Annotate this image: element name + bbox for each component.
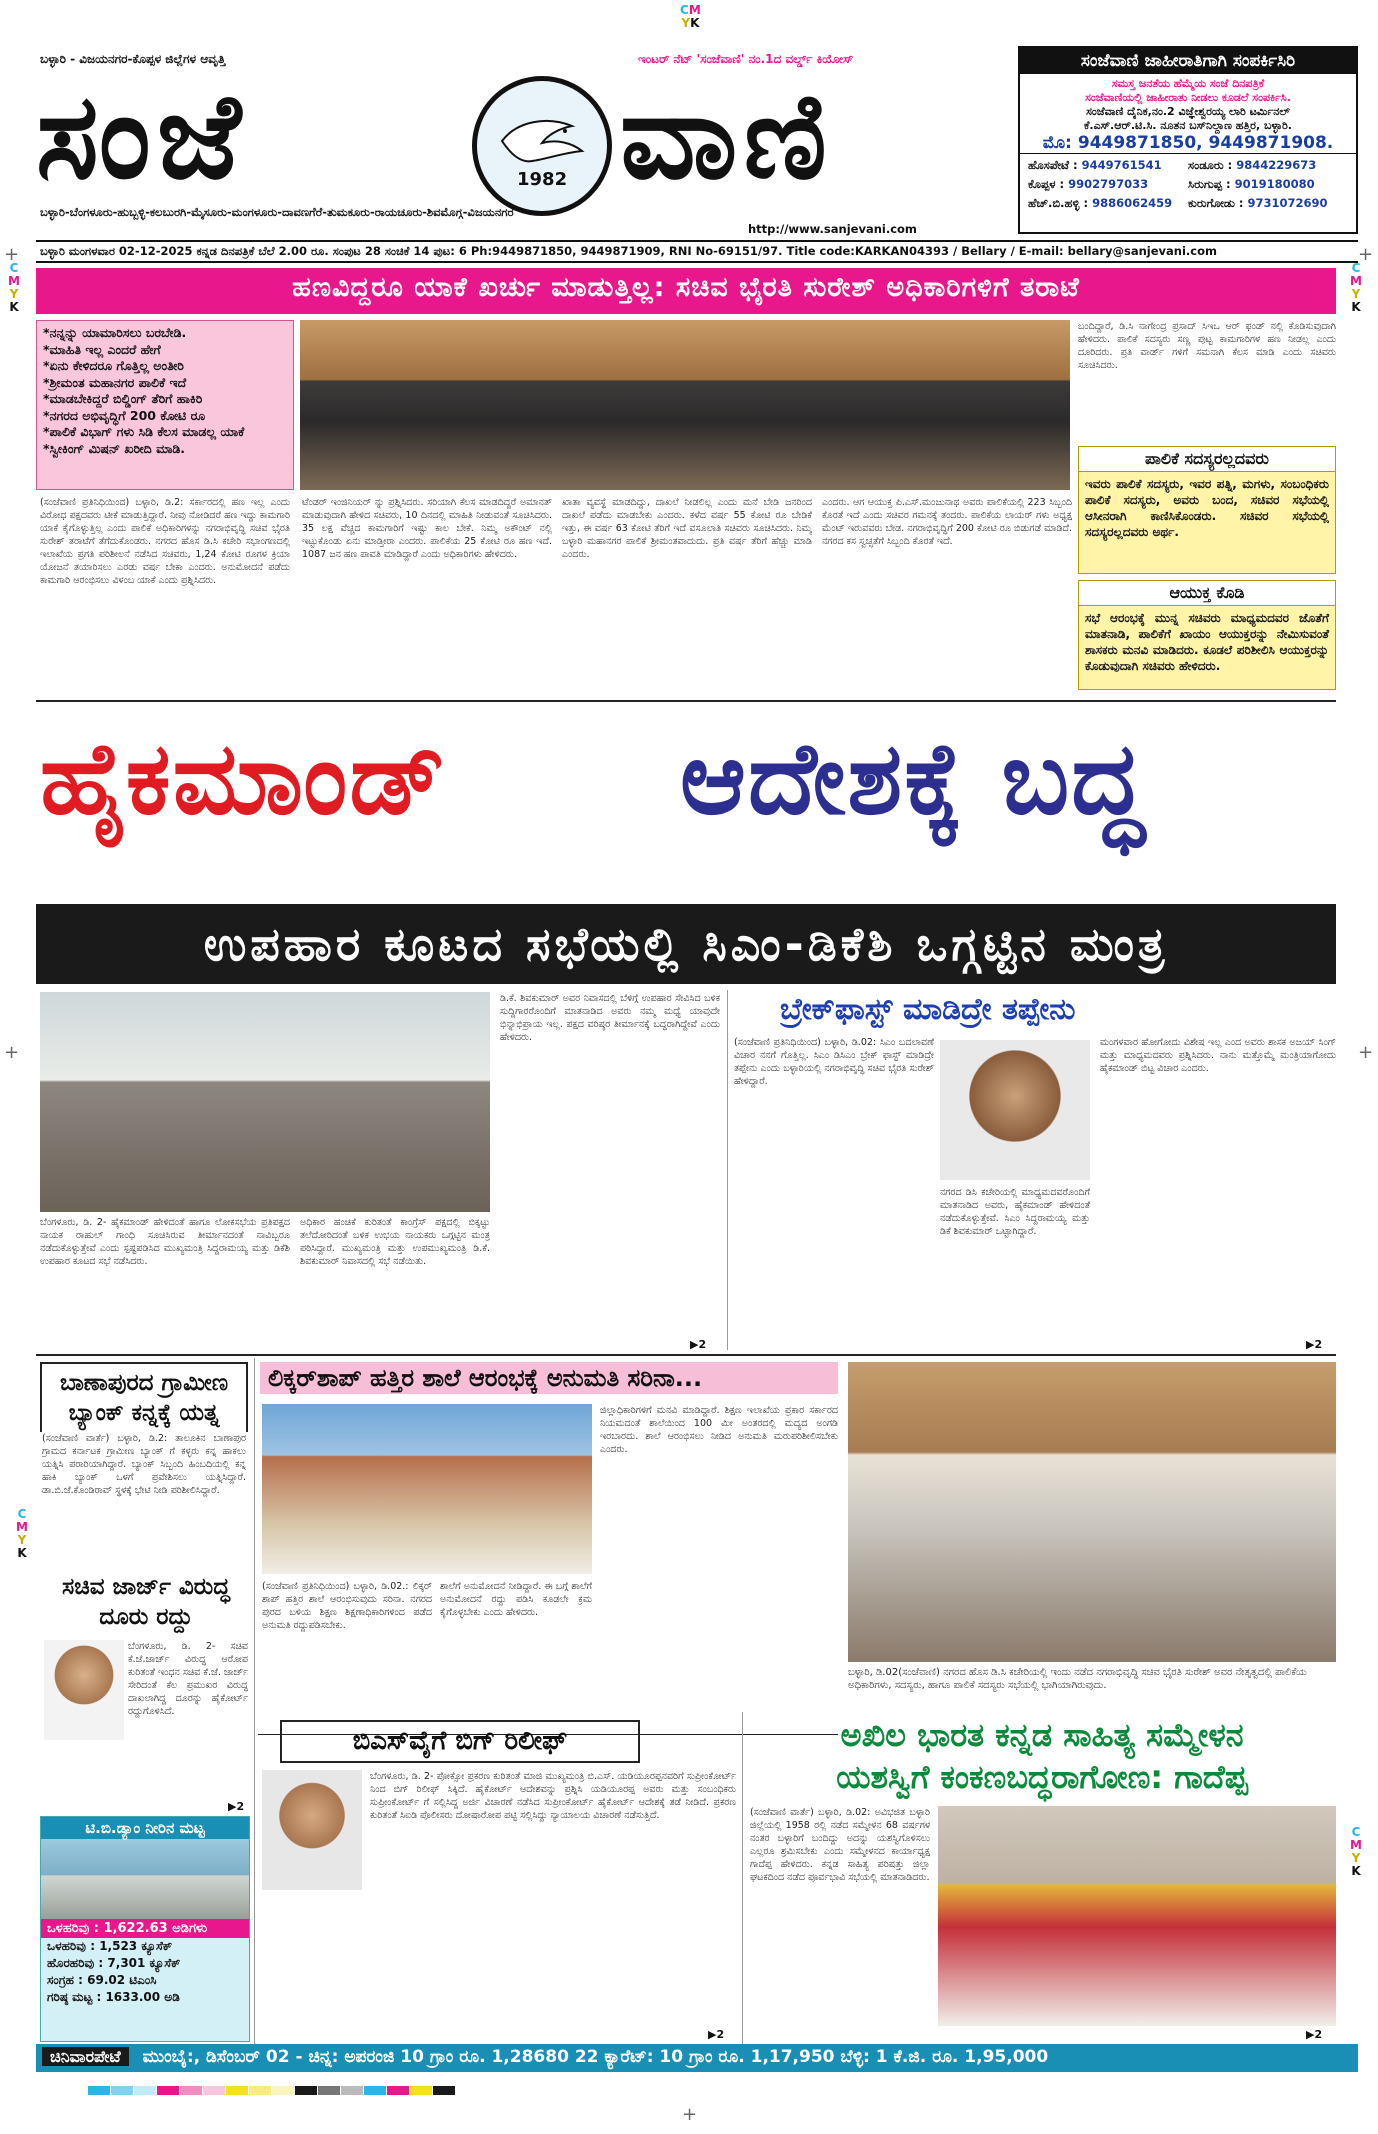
sidebar-box-2-text: ಸಭೆ ಆರಂಭಕ್ಕೆ ಮುನ್ನ ಸಚಿವರು ಮಾಧ್ಯಮದವರ ಜೊತೆಗೆ ಮಾತನಾಡಿ, ಪಾಲಿಕೆಗೆ ಖಾಯಂ ಆಯುಕ್ತರನ್ನು ನೇಮಿಸುವಂತೆ ಶಾಸಕರು ಮನವಿ ಮಾಡಿದರು. ಕೂಡಲೆ ಪರಿಶೀಲಿಸಿ ಆಯುಕ್ತರನ್ನು ಕೊಡುವುದಾಗಿ ಸಚಿವರು ಹೇಳಿದರು. [1085, 611, 1329, 673]
lead-column-5: ಬಂದಿದ್ದಾರೆ, ಡಿ.ಸಿ ನಾಗೇಂದ್ರ ಪ್ರಸಾದ್ ಸಿಇಒ ಆರ್ ಫಂಡ್ ನಲ್ಲಿ ಕೊಡಿಸುವುದಾಗಿ ಹೇಳಿದರು. ಪಾಲಿಕೆ ಸದಸ್ಯರು ಸಣ್ಣ ಪುಟ್ಟ ಕಾಮಗಾರಿಗಳ ಹಣ ನೀಡಲ್ಲ ಎಂದು ದೂರಿದರು. ಪ್ರತಿ ವಾರ್ಡ್ ಗಳಿಗೆ ಸಮನಾಗಿ ಕೆಲಸ ಮಾಡಿ ಎಂದು ಸಚಿವರು ಸೂಚಿಸಿದರು. [1078, 321, 1336, 371]
bullet-item: *ಸ್ವೀಕಿಂಗ್ ಮಿಷನ್ ಖರೀದಿ ಮಾಡಿ. [43, 440, 186, 456]
print-color-bar [88, 2080, 456, 2099]
registration-mark-left-mid: + [4, 1042, 20, 1063]
print-cmyk-right-top: C M Y K [1350, 261, 1362, 314]
ad-line-2: ಸಂಜೆವಾಣಿಯಲ್ಲಿ ಜಾಹೀರಾತು ನೀಡಲು ಕೂಡಲೆ ಸಂಪರ್ಕಿಸಿ. [1085, 91, 1291, 104]
bank-story-text: (ಸಂಜೆವಾಣಿ ವಾರ್ತೆ) ಬಳ್ಳಾರಿ, ಡಿ.2: ತಾಲೂಕಿನ ಬಾಣಾಪುರ ಗ್ರಾಮದ ಕರ್ನಾಟಕ ಗ್ರಾಮೀಣ ಬ್ಯಾಂಕ್ ಗೆ ಕಳ್ಳರು ಕನ್ನ ಹಾಕಲು ಯತ್ನಿಸಿ ಪರಾರಿಯಾಗಿದ್ದಾರೆ. ಬ್ಯಾಂಕ್ ಸಿಬ್ಬಂದಿ ಹಿಂಬದಿಯಲ್ಲಿ ಕನ್ನ ಹಾಕಿ ಬ್ಯಾಂಕ್ ಒಳಗೆ ಪ್ರವೇಶಿಸಲು ಯತ್ನಿಸಿದ್ದಾರೆ. ಡಾ.ಬಿ.ಜೆ.ಕೊಂಡಿರಾವ್ ಸ್ಥಳಕ್ಕೆ ಭೇಟಿ ನೀಡಿ ಪರಿಶೀಲಿಸಿದ್ದಾರೆ. [42, 1433, 246, 1496]
column-rule [254, 1358, 255, 2048]
lead-column-2: ಟೆಂಡರ್ ಇಂಜಿನಿಯರ್ ನ್ನು ಪ್ರಶ್ನಿಸಿದರು. ಸರಿಯಾಗಿ ಕೆಲಸ ಮಾಡದಿದ್ದರೆ ಅಮಾನತ್ ಮಾಡುವುದಾಗಿ ಹೇಳಿದ ಸಚಿವರು, 10 ದಿನದಲ್ಲಿ ಮಾಹಿತಿ ನೀಡುವಂತೆ ಸೂಚಿಸಿದರು. 35 ಲಕ್ಷ ವೆಚ್ಚದ ಕಾಮಗಾರಿಗೆ ಇಷ್ಟು ಕಾಲ ಬೇಕೆ. ನಿಮ್ಮ ಅಕೌಂಟ್ ನಲ್ಲಿ ಇಟ್ಟುಕೊಂಡು ಏನು ಮಾಡ್ತೀರಾ ಎಂದರು. ಪಾಲಿಕೆಯ 25 ಕೋಟಿ ರೂ ಹಣ ಇದೆ. 1087 ಜನ ಹಣ ಪಾವತಿ ಮಾಡಿದ್ದಾರೆ ಎಂದು ಅಧಿಕಾರಿಗಳು ಹೇಳಿದರು. [302, 497, 552, 560]
breakfast-column-a: (ಸಂಜೆವಾಣಿ ಪ್ರತಿನಿಧಿಯಿಂದ) ಬಳ್ಳಾರಿ, ಡಿ.02: ಸಿಎಂ ಬದಲಾವಣೆ ವಿಚಾರ ನನಗೆ ಗೊತ್ತಿಲ್ಲ. ಸಿಎಂ ಡಿಸಿಎಂ ಬ್ರೇಕ್ ಫಾಸ್ಟ್ ಮಾಡಿದ್ರೇ ತಪ್ಪೇನು ಎಂದು ಬಳ್ಳಾರಿಯಲ್ಲಿ ನಗರಾಭಿವೃದ್ಧಿ ಸಚಿವ ಭೈರತಿ ಸುರೇಶ್ ಹೇಳಿದ್ದಾರೆ. [734, 1037, 934, 1087]
liquor-column-c: ಜಿಲ್ಲಾಧಿಕಾರಿಗಳಿಗೆ ಮನವಿ ಮಾಡಿದ್ದಾರೆ. ಶಿಕ್ಷಣ ಇಲಾಖೆಯ ಪ್ರಕಾರ ಸರ್ಕಾರದ ನಿಯಮದಂತೆ ಶಾಲೆಯಿಂದ 100 ಮೀ ಅಂತರದಲ್ಲಿ ಮದ್ಯದ ಅಂಗಡಿ ಇರಬಾರದು. ಶಾಲೆ ಆರಂಭಿಸಲು ನೀಡಿದ ಅನುಮತಿ ಮರುಪರಿಶೀಲಿಸಬೇಕು ಎಂದರು. [600, 1405, 838, 1455]
dam-photo [41, 1839, 249, 1919]
masthead-title-right: ವಾಣಿ [620, 66, 833, 205]
mega-column-b: ಅಧಿಕಾರ ಹಂಚಿಕೆ ಕುರಿತಂತೆ ಕಾಂಗ್ರೆಸ್ ಪಕ್ಷದಲ್ಲಿ ಬಿಕ್ಕಟ್ಟು ತಲೆದೋರಿದಂತೆ ಬಳಿಕ ಉಭಯ ನಾಯಕರು ಒಗ್ಗಟ್ಟಿನ ಮಂತ್ರ ಪಠಿಸಿದ್ದಾರೆ. ಮುಖ್ಯಮಂತ್ರಿ ಮತ್ತು ಉಪಮುಖ್ಯಮಂತ್ರಿ ಡಿ.ಕೆ. ಶಿವಕುಮಾರ್ ನಿವಾಸದಲ್ಲಿ ಸಭೆ ನಡೆಯಿತು. [300, 1217, 490, 1267]
bullet-item: *ಏನು ಕೇಳಿದರೂ ಗೊತ್ತಿಲ್ಲ ಅಂತೀರಿ [43, 358, 184, 373]
masthead-title-left: ಸಂಜೆ [36, 66, 247, 205]
breakfast-headline: ಬ್ರೇಕ್‌ಫಾಸ್ಟ್ ಮಾಡಿದ್ರೇ ತಪ್ಪೇನು [780, 992, 1076, 1027]
lead-bullets-box [36, 320, 294, 490]
column-rule [727, 990, 728, 1350]
bullet-item: *ಮಾಹಿತಿ ಇಲ್ಲ ಎಂದರೆ ಹೇಗೆ [43, 341, 161, 357]
liquor-column-b: ಶಾಲೆಗೆ ಅನುಮೋದನೆ ನೀಡಿದ್ದಾರೆ. ಈ ಬಗ್ಗೆ ಶಾಲೆಗೆ ಅನುಮೋದನೆ ರದ್ದು ಪಡಿಸಿ ಕೂಡಲೇ ಕ್ರಮ ಕೈಗೊಳ್ಳಬೇಕು ಎಂದು ಹೇಳಿದರು. [440, 1581, 592, 1618]
minister-portrait [940, 1040, 1090, 1180]
lead-sidebar-box-2 [1078, 580, 1336, 690]
lead-meeting-photo [300, 320, 1070, 490]
charge-story-text: ಬೆಂಗಳೂರು, ಡಿ. 2- ಸಚಿವ ಕೆ.ಜೆ.ಜಾರ್ಜ್ ವಿರುದ್ಧ ಆರೋಪ ಕುರಿತಂತೆ ಇಂಧನ ಸಚಿವ ಕೆ.ಜೆ. ಜಾರ್ಜ್ ಸೇರಿದಂತೆ ಕೆಲ ಪ್ರಮುಖರ ವಿರುದ್ಧ ದಾಖಲಾಗಿದ್ದ ದೂರನ್ನು ಹೈಕೋರ್ಟ್ ರದ್ದುಗೊಳಿಸಿದೆ. [128, 1641, 248, 1717]
ad-contact: ಕುರುಗೋಡು : 9731072690 [1188, 196, 1328, 210]
section-divider [36, 700, 1336, 702]
breakfast-column-c: ಮಂಗಳವಾರ ಹೋಗೋದು ವಿಶೇಷ ಇಲ್ಲ ಎಂದ ಅವರು ಶಾಸಕ ಅಜಯ್ ಸಿಂಗ್ ಮತ್ತು ಮಾಧ್ಯಮದವರು ಪ್ರಶ್ನಿಸಿದರು. ನಾನು ಮತ್ತೊಮ್ಮೆ ಮಂತ್ರಿಯಾಗೋದು ಹೈಕಮಾಂಡ್ ಬಿಟ್ಟ ವಿಚಾರ ಎಂದರು. [1100, 1037, 1336, 1074]
ad-contact-box [1018, 46, 1358, 234]
bullet-item: *ಮಾಡಬೇಕಿದ್ದರೆ ಬಿಲ್ಡಿಂಗ್ ತೆರಿಗೆ ಹಾಕಿರಿ [43, 391, 203, 406]
market-label: ಚಿನಿವಾರಪೇಟೆ [42, 2047, 129, 2066]
bullet-item: *ನಗರದ ಅಭಿವೃದ್ಧಿಗೆ 200 ಕೋಟಿ ರೂ [43, 407, 206, 423]
masthead-logo [472, 76, 612, 216]
print-cmyk-top: CM YK [680, 3, 701, 30]
bank-headline: ಬಾಣಾಪುರದ ಗ್ರಾಮೀಣ ಬ್ಯಾಂಕ್ ಕನ್ನಕ್ಕೆ ಯತ್ನ [59, 1370, 229, 1426]
lead-column-3: ಖಾತಾ ವ್ಯವಸ್ಥೆ ಮಾಡದಿದ್ದು, ದಾಖಲೆ ನೀಡಲಿಲ್ಲ ಎಂದು ಮನೆ ಬೇಡಿ ಜನರಿಂದ ದಾಖಲೆ ಪಡೆದು ಮಾಡಬೇಕು ಎಂದರು. ಕಳೆದ ವರ್ಷ 55 ಕೋಟಿ ರೂ ಬೇಡಿಕೆ ಇತ್ತು, ಈ ವರ್ಷ 63 ಕೋಟಿ ತೆರಿಗೆ ಇದೆ ವಸೂಲಾತಿ ಸಚಿವರು ಸೂಚಿಸಿದರು. ನಿಮ್ಮ ಬಳ್ಳಾರಿ ಮಹಾನಗರ ಪಾಲಿಕೆ ಶ್ರೀಮಂತವಾದುದು. ಪ್ರತಿ ವರ್ಷ ತೆರಿಗೆ ಹೆಚ್ಚು ಮಾಡಿ ಎಂದರು. [562, 497, 812, 560]
ad-phone: ಮೊ: 9449871850, 9449871908. [1042, 133, 1334, 153]
registration-mark-left: + [4, 244, 20, 265]
edition-line: ಬಳ್ಳಾರಿ - ವಿಜಯನಗರ-ಕೊಪ್ಪಳ ಜಿಲ್ಲೆಗಳ ಆವೃತ್ತಿ [40, 52, 226, 66]
continued-marker: ▶2 [1306, 1338, 1323, 1351]
continued-marker: ▶2 [690, 1338, 707, 1351]
ad-contact: ಸಿರುಗುಪ್ಪ : 9019180080 [1188, 177, 1315, 191]
print-cmyk-right-bottom: C M Y K [1350, 1825, 1362, 1878]
breakfast-column-b: ನಗರದ ಡಿಸಿ ಕಚೇರಿಯಲ್ಲಿ ಮಾಧ್ಯಮದವರೊಂದಿಗೆ ಮಾತನಾಡಿದ ಅವರು, ಹೈಕಮಾಂಡ್ ಹೇಳಿದಂತೆ ನಡೆದುಕೊಳ್ಳುತ್ತೇವೆ. ಸಿಎಂ ಸಿದ್ದರಾಮಯ್ಯ ಮತ್ತು ಡಿಕೆ ಶಿವಕುಮಾರ್ ಒಟ್ಟಾಗಿದ್ದಾರೆ. [940, 1187, 1090, 1237]
column-rule [742, 1712, 743, 2048]
charge-headline: ಸಚಿವ ಜಾರ್ಜ್ ವಿರುದ್ಧ ದೂರು ರದ್ದು [62, 1574, 230, 1630]
ad-contacts-grid [1020, 153, 1356, 215]
sahitya-headline-line-2: ಯಶಸ್ವಿಗೆ ಕಂಕಣಬದ್ಧರಾಗೋಣ: ಗಾದೆಪ್ಪ [836, 1758, 1248, 1796]
dam-row: ಹೊರಹರಿವು : 7,301 ಕ್ಯೂಸೆಕ್ [47, 1956, 181, 1970]
section-divider [36, 1354, 1336, 1356]
ad-contact: ಕೊಪ್ಪಳ : 9902797033 [1028, 177, 1149, 191]
web-edition-line: ಇಂಟರ್ ನೆಟ್ 'ಸಂಜೆವಾಣಿ' ನಂ.1ದ ವರ್ಲ್ಡ್ ಕಿಯೋಸ್ [638, 52, 854, 66]
bsy-photo [262, 1770, 362, 1890]
sidebar-box-1-title: ಪಾಲಿಕೆ ಸದಸ್ಯರಲ್ಲದವರು [1079, 447, 1335, 472]
dam-row: ಸಂಗ್ರಹ : 69.02 ಟಿಎಂಸಿ [47, 1973, 157, 1987]
bullet-item: *ಪಾಲಿಕೆ ವಿಭಾಗ್ ಗಳು ಸಿಡಿ ಕೆಲಸ ಮಾಡಲ್ಲ ಯಾಕೆ [43, 424, 245, 439]
ad-title: ಸಂಜೆವಾಣಿ ಜಾಹೀರಾತಿಗಾಗಿ ಸಂಪರ್ಕಿಸಿರಿ [1020, 48, 1356, 74]
bsy-headline: ಬಿಎಸ್‌ವೈಗೆ ಬಿಗ್ ರಿಲೀಫ್ [280, 1720, 640, 1763]
sidebar-box-1-text: ಇವರು ಪಾಲಿಕೆ ಸದಸ್ಯರು, ಇವರ ಪತ್ನಿ, ಮಗಳು, ಸಂಬಂಧಿಕರು ಪಾಲಿಕೆ ಸದಸ್ಯರು, ಅವರು ಬಂದ, ಸಚಿವರ ಸಭೆಯಲ್ಲಿ ಆಸೀನರಾಗಿ ಕಾಣಿಸಿಕೊಂಡರು. ಸಚಿವರ ಸಭೆಯಲ್ಲಿ ಸದಸ್ಯರಲ್ಲದವರು ಅರ್ಥ. [1085, 477, 1329, 539]
dam-row: ಗರಿಷ್ಠ ಮಟ್ಟ : 1633.00 ಅಡಿ [47, 1990, 180, 2004]
registration-mark-bottom: + [682, 2104, 698, 2125]
mega-column-c: ಡಿ.ಕೆ. ಶಿವಕುಮಾರ್ ಅವರ ನಿವಾಸದಲ್ಲಿ ಬೆಳಿಗ್ಗೆ ಉಪಹಾರ ಸೇವಿಸಿದ ಬಳಿಕ ಸುದ್ದಿಗಾರರೊಂದಿಗೆ ಮಾತನಾಡಿದ ಅವರು ನಮ್ಮ ಮಧ್ಯೆ ಯಾವುದೇ ಭಿನ್ನಾಭಿಪ್ರಾಯ ಇಲ್ಲ. ಪಕ್ಷದ ವರಿಷ್ಠರ ತೀರ್ಮಾನಕ್ಕೆ ಬದ್ಧರಾಗಿದ್ದೇವೆ ಎಂದು ಹೇಳಿದರು. [500, 993, 720, 1043]
print-cmyk-left-top: C M Y K [8, 261, 20, 314]
sahitya-meeting-photo [938, 1806, 1336, 2026]
lead-sidebar-box-1 [1078, 446, 1336, 574]
ad-line-1: ಸಮಸ್ತ ಜನತೆಯ ಹೆಮ್ಮೆಯ ಸಂಜೆ ದಿನಪತ್ರಿಕೆ [1111, 77, 1265, 90]
bank-story-head-box [40, 1362, 248, 1432]
ad-contact: ಸಂಡೂರು : 9844229673 [1188, 158, 1317, 172]
sahitya-story-text: (ಸಂಜೆವಾಣಿ ವಾರ್ತೆ) ಬಳ್ಳಾರಿ, ಡಿ.02: ಅವಿಭಜಿತ ಬಳ್ಳಾರಿ ಜಿಲ್ಲೆಯಲ್ಲಿ 1958 ರಲ್ಲಿ ನಡೆದ ಸಮ್ಮೇಳನ 68 ವರ್ಷಗಳ ನಂತರ ಬಳ್ಳಾರಿಗೆ ಬಂದಿದ್ದು ಅದನ್ನು ಯಶಸ್ವಿಗೊಳಿಸಲು ಎಲ್ಲರೂ ಶ್ರಮಿಸಬೇಕು ಎಂದು ಸಮ್ಮೇಳನದ ಕಾರ್ಯಾಧ್ಯಕ್ಷ ಗಾದೆಪ್ಪ ಹೇಳಿದರು. ಕನ್ನಡ ಸಾಹಿತ್ಯ ಪರಿಷತ್ತು ಜಿಲ್ಲಾ ಘಟಕದಿಂದ ನಡೆದ ಪೂರ್ವಭಾವಿ ಸಭೆಯಲ್ಲಿ ಮಾತನಾಡಿದರು. [750, 1807, 930, 1883]
bullet-item: *ನನ್ನನ್ನು ಯಾಮಾರಿಸಲು ಬರಬೇಡಿ. [43, 325, 187, 340]
bullion-market-strip [36, 2044, 1358, 2072]
council-photo-caption: ಬಳ್ಳಾರಿ, ಡಿ.02(ಸಂಜೆವಾಣಿ) ನಗರದ ಹೊಸ ಡಿ.ಸಿ ಕಚೇರಿಯಲ್ಲಿ ಇಂದು ನಡೆದ ನಗರಾಭಿವೃದ್ಧಿ ಸಚಿವ ಭೈರತಿ ಸುರೇಶ್ ಅವರ ನೇತೃತ್ವದಲ್ಲಿ ಪಾಲಿಕೆಯ ಅಧಿಕಾರಿಗಳು, ಸದಸ್ಯರು, ಹಾಗೂ ಪಾಲಿಕೆ ಸದಸ್ಯರು ಸಭೆಯಲ್ಲಿ ಭಾಗಿಯಾಗಿರುವುದು. [848, 1667, 1307, 1691]
dam-level-title: ಟಿ.ಬಿ.ಡ್ಯಾಂ ನೀರಿನ ಮಟ್ಟ [41, 1817, 249, 1839]
lead-column-4: ಎಂದರು. ಆಗ ಆಯುಕ್ತ ಪಿ.ಎಸ್.ಮಂಜುನಾಥ ಅವರು ಪಾಲಿಕೆಯಲ್ಲಿ 223 ಸಿಬ್ಬಂದಿ ಕೊರತೆ ಇದೆ ಎಂದು ಸಚಿವರ ಗಮನಕ್ಕೆ ತಂದರು. ಪಾಲಿಕೆಯ ಲಾಯರ್ ಗಳು ಅಧ್ಯಕ್ಷ ಮೆಂಟ್ ಇರುವವರು ಬೇಡ. ನಗರಾಭಿವೃದ್ಧಿಗೆ 200 ಕೋಟಿ ರೂ ಬಿಡುಗಡೆ ಮಾಡಿದೆ. ನಗರದ ಕಸ ಸ್ವಚ್ಛತೆಗೆ ಸಿಬ್ಬಂದಿ ಕೊರತೆ ಇದೆ. [822, 497, 1072, 547]
liquor-memorandum-photo [262, 1404, 592, 1574]
minister-george-photo [44, 1640, 124, 1740]
sahitya-headline-line-1: ಅಖಿಲ ಭಾರತ ಕನ್ನಡ ಸಾಹಿತ್ಯ ಸಮ್ಮೇಳನ [840, 1716, 1244, 1754]
bullet-item: *ಶ್ರೀಮಂತ ಮಹಾನಗರ ಪಾಲಿಕೆ ಇದೆ [43, 374, 187, 390]
lead-banner-headline: ಹಣವಿದ್ದರೂ ಯಾಕೆ ಖರ್ಚು ಮಾಡುತ್ತಿಲ್ಲ: ಸಚಿವ ಭೈರತಿ ಸುರೇಶ್ ಅಧಿಕಾರಿಗಳಿಗೆ ತರಾಟೆ [36, 268, 1336, 314]
council-meeting-photo [848, 1362, 1336, 1662]
dam-inflow: ಒಳಹರಿವು : 1,622.63 ಅಡಿಗಳು [41, 1919, 249, 1938]
mega-strip-headline: ಉಪಹಾರ ಕೂಟದ ಸಭೆಯಲ್ಲಿ ಸಿಎಂ-ಡಿಕೆಶಿ ಒಗ್ಗಟ್ಟಿನ ಮಂತ್ರ [36, 904, 1336, 984]
dam-row: ಒಳಹರಿವು : 1,523 ಕ್ಯೂಸೆಕ್ [47, 1939, 173, 1953]
breakfast-meeting-photo [40, 992, 490, 1212]
print-cmyk-left-mid: C M Y K [16, 1507, 28, 1560]
liquor-headline: ಲಿಕ್ಕರ್‌ಶಾಪ್ ಹತ್ತಿರ ಶಾಲೆ ಆರಂಭಕ್ಕೆ ಅನುಮತಿ ಸರಿನಾ... [260, 1362, 838, 1394]
registration-mark-right: + [1358, 244, 1374, 265]
continued-marker: ▶2 [1306, 2028, 1323, 2041]
dove-icon [477, 81, 607, 211]
continued-marker: ▶2 [228, 1800, 245, 1813]
ad-contact: ಹೊಸಪೇಟೆ : 9449761541 [1028, 158, 1162, 172]
cities-line: ಬಳ್ಳಾರಿ-ಬೆಂಗಳೂರು-ಹುಬ್ಬಳ್ಳಿ-ಕಲಬುರಗಿ-ಮೈಸೂರು-ಮಂಗಳೂರು-ದಾವಣಗೆರೆ-ತುಮಕೂರು-ರಾಯಚೂರು-ಶಿವಮೊಗ್ಗ-ವಿಜಯನಗರ [40, 205, 514, 219]
ad-line-3: ಸಂಜೆವಾಣಿ ದೈನಿಕ,ನಂ.2 ವಿಜ್ಞೇಶ್ವರಯ್ಯ ಲಾರಿ ಟರ್ಮಿನಲ್ [1086, 105, 1290, 118]
website-url[interactable]: http://www.sanjevani.com [748, 222, 917, 236]
mega-headline-blue: ಆದೇಶಕ್ಕೆ ಬದ್ಧ [680, 720, 1146, 837]
bsy-story-text: ಬೆಂಗಳೂರು, ಡಿ. 2- ಪೋಕ್ಸೋ ಪ್ರಕರಣ ಕುರಿತಂತೆ ಮಾಜಿ ಮುಖ್ಯಮಂತ್ರಿ ಬಿ.ಎಸ್. ಯಡಿಯೂರಪ್ಪನವರಿಗೆ ಸುಪ್ರೀಂಕೋರ್ಟ್ ನಿಂದ ಬಿಗ್ ರಿಲೀಫ್ ಸಿಕ್ಕಿದೆ. ಹೈಕೋರ್ಟ್ ಆದೇಶವನ್ನು ಪ್ರಶ್ನಿಸಿ ಯಡಿಯೂರಪ್ಪ ಅವರು ಮತ್ತು ಸಂಬಂಧಿಕರು ಸುಪ್ರೀಂಕೋರ್ಟ್ ಗೆ ಸಲ್ಲಿಸಿದ್ದ ಅರ್ಜಿ ವಿಚಾರಣೆ ನಡೆಸಿದ ಸುಪ್ರೀಂಕೋರ್ಟ್ ಹೈಕೋರ್ಟ್ ಆದೇಶಕ್ಕೆ ತಡೆ ನೀಡಿದೆ. ಪ್ರಕರಣ ಕುರಿತಂತೆ ಸಿಐಡಿ ಪೊಲೀಸರು ದೋಷಾರೋಪ ಪಟ್ಟಿ ಸಲ್ಲಿಸಿದ್ದು ನ್ಯಾಯಾಲಯ ವಿಚಾರಣೆ ನಡೆಸುತ್ತಿದೆ. [370, 1771, 736, 1821]
continued-marker: ▶2 [708, 2028, 725, 2041]
market-rates: ಮುಂಬೈ:, ಡಿಸೆಂಬರ್ 02 - ಚಿನ್ನ: ಅಪರಂಜಿ 10 ಗ್ರಾಂ ರೂ. 1,28680 22 ಕ್ಯಾರೆಟ್: 10 ಗ್ರಾಂ ರೂ. 1,17,950 ಬೆಳ್ಳಿ: 1 ಕೆ.ಜಿ. ರೂ. 1,95,000 [142, 2047, 1049, 2067]
ad-line-4: ಕೆ.ಎಸ್.ಆರ್.ಟಿ.ಸಿ. ನೂತನ ಬಸ್‌ನಿಲ್ದಾಣ ಹತ್ತಿರ, ಬಳ್ಳಾರಿ. [1084, 119, 1292, 132]
liquor-column-a: (ಸಂಜೆವಾಣಿ ಪ್ರತಿನಿಧಿಯಿಂದ) ಬಳ್ಳಾರಿ, ಡಿ.02.: ಲಿಕ್ಕರ್ ಶಾಪ್ ಹತ್ತಿರ ಶಾಲೆ ಆರಂಭಿಸುವುದು ಸರಿನಾ. ನಗರದ ಪುರದ ಬಳಿಯ ಶಿಕ್ಷಣ ಶಿಕ್ಷಣಾಧಿಕಾರಿಗಳಿಂದ ಪಡೆದ ಅನುಮತಿ ರದ್ದುಪಡಿಸಬೇಕು. [262, 1581, 432, 1631]
dateline: ಬಳ್ಳಾರಿ ಮಂಗಳವಾರ 02-12-2025 ಕನ್ನಡ ದಿನಪತ್ರಿಕೆ ಬೆಲೆ 2.00 ರೂ. ಸಂಪುಟ 28 ಸಂಚಿಕೆ 14 ಪುಟ: 6 Ph:9449871850, 9449871909, RNI No-69151/97. Title code:KARKAN04393 / Bellary / E-mail: bellary@sanjevani.com [36, 240, 1358, 263]
mega-headline-red: ಹೈಕಮಾಂಡ್ [40, 720, 448, 837]
lead-column-1: (ಸಂಜೆವಾಣಿ ಪ್ರತಿನಿಧಿಯಿಂದ) ಬಳ್ಳಾರಿ, ಡಿ.2: ಸರ್ಕಾರದಲ್ಲಿ ಹಣ ಇಲ್ಲ ಎಂದು ವಿರೋಧ ಪಕ್ಷದವರು ಟೀಕೆ ಮಾಡುತ್ತಿದ್ದಾರೆ. ನೀವು ನೋಡಿದರೆ ಹಣ ಇದ್ದು ಕಾಮಗಾರಿ ಯಾಕೆ ಕೈಗೊಳ್ಳುತ್ತಿಲ್ಲ ಎಂದು ಪಾಲಿಕೆ ಅಧಿಕಾರಿಗಳನ್ನು ನಗರಾಭಿವೃದ್ಧಿ ಸಚಿವ ಭೈರತಿ ಸುರೇಶ್ ತರಾಟೆಗೆ ತೆಗೆದುಕೊಂಡರು. ನಗರದ ಹೊಸ ಡಿ.ಸಿ ಕಚೇರಿ ಸಭಾಂಗಣದಲ್ಲಿ ಇಲಾಖೆಯ ಪ್ರಗತಿ ಪರಿಶೀಲನೆ ನಡೆಸಿದ ಸಚಿವರು, 1,24 ಕೋಟಿ ರೂಗಳ ಕ್ರಿಯಾ ಯೋಜನೆ ತಯಾರಿಸಲು ಎರಡು ವರ್ಷ ಬೇಕಾ ಎಂದರು. ಅನುಮೋದನೆ ಪಡೆದು ಕಾಮಗಾರಿ ಆರಂಭಿಸಲು ವಿಳಂಬ ಯಾಕೆ ಎಂದು ಪ್ರಶ್ನಿಸಿದರು. [40, 497, 290, 586]
logo-year: 1982 [517, 169, 568, 190]
ad-contact: ಹೆಚ್.ಬಿ.ಹಳ್ಳಿ : 9886062459 [1028, 196, 1173, 210]
sidebar-box-2-title: ಆಯುಕ್ತ ಕೊಡಿ [1079, 581, 1335, 606]
registration-mark-right-mid: + [1358, 1042, 1374, 1063]
mega-column-a: ಬೆಂಗಳೂರು, ಡಿ. 2- ಹೈಕಮಾಂಡ್ ಹೇಳಿದಂತೆ ಹಾಗೂ ಲೋಕಸಭೆಯ ಪ್ರತಿಪಕ್ಷದ ನಾಯಕ ರಾಹುಲ್ ಗಾಂಧಿ ಸೂಚಿಸಿರುವ ತೀರ್ಮಾನದಂತೆ ನಾವಿಬ್ಬರೂ ನಡೆದುಕೊಳ್ಳುತ್ತೇವೆ ಎಂದು ಸ್ಪಷ್ಟಪಡಿಸಿದ ಮುಖ್ಯಮಂತ್ರಿ ಸಿದ್ದರಾಮಯ್ಯ ಮತ್ತು ಡಿಕೆಶಿ ಉಪಹಾರ ಕೂಟದ ಸಭೆ ನಡೆಸಿದರು. [40, 1217, 290, 1267]
dam-level-box [40, 1816, 250, 2042]
